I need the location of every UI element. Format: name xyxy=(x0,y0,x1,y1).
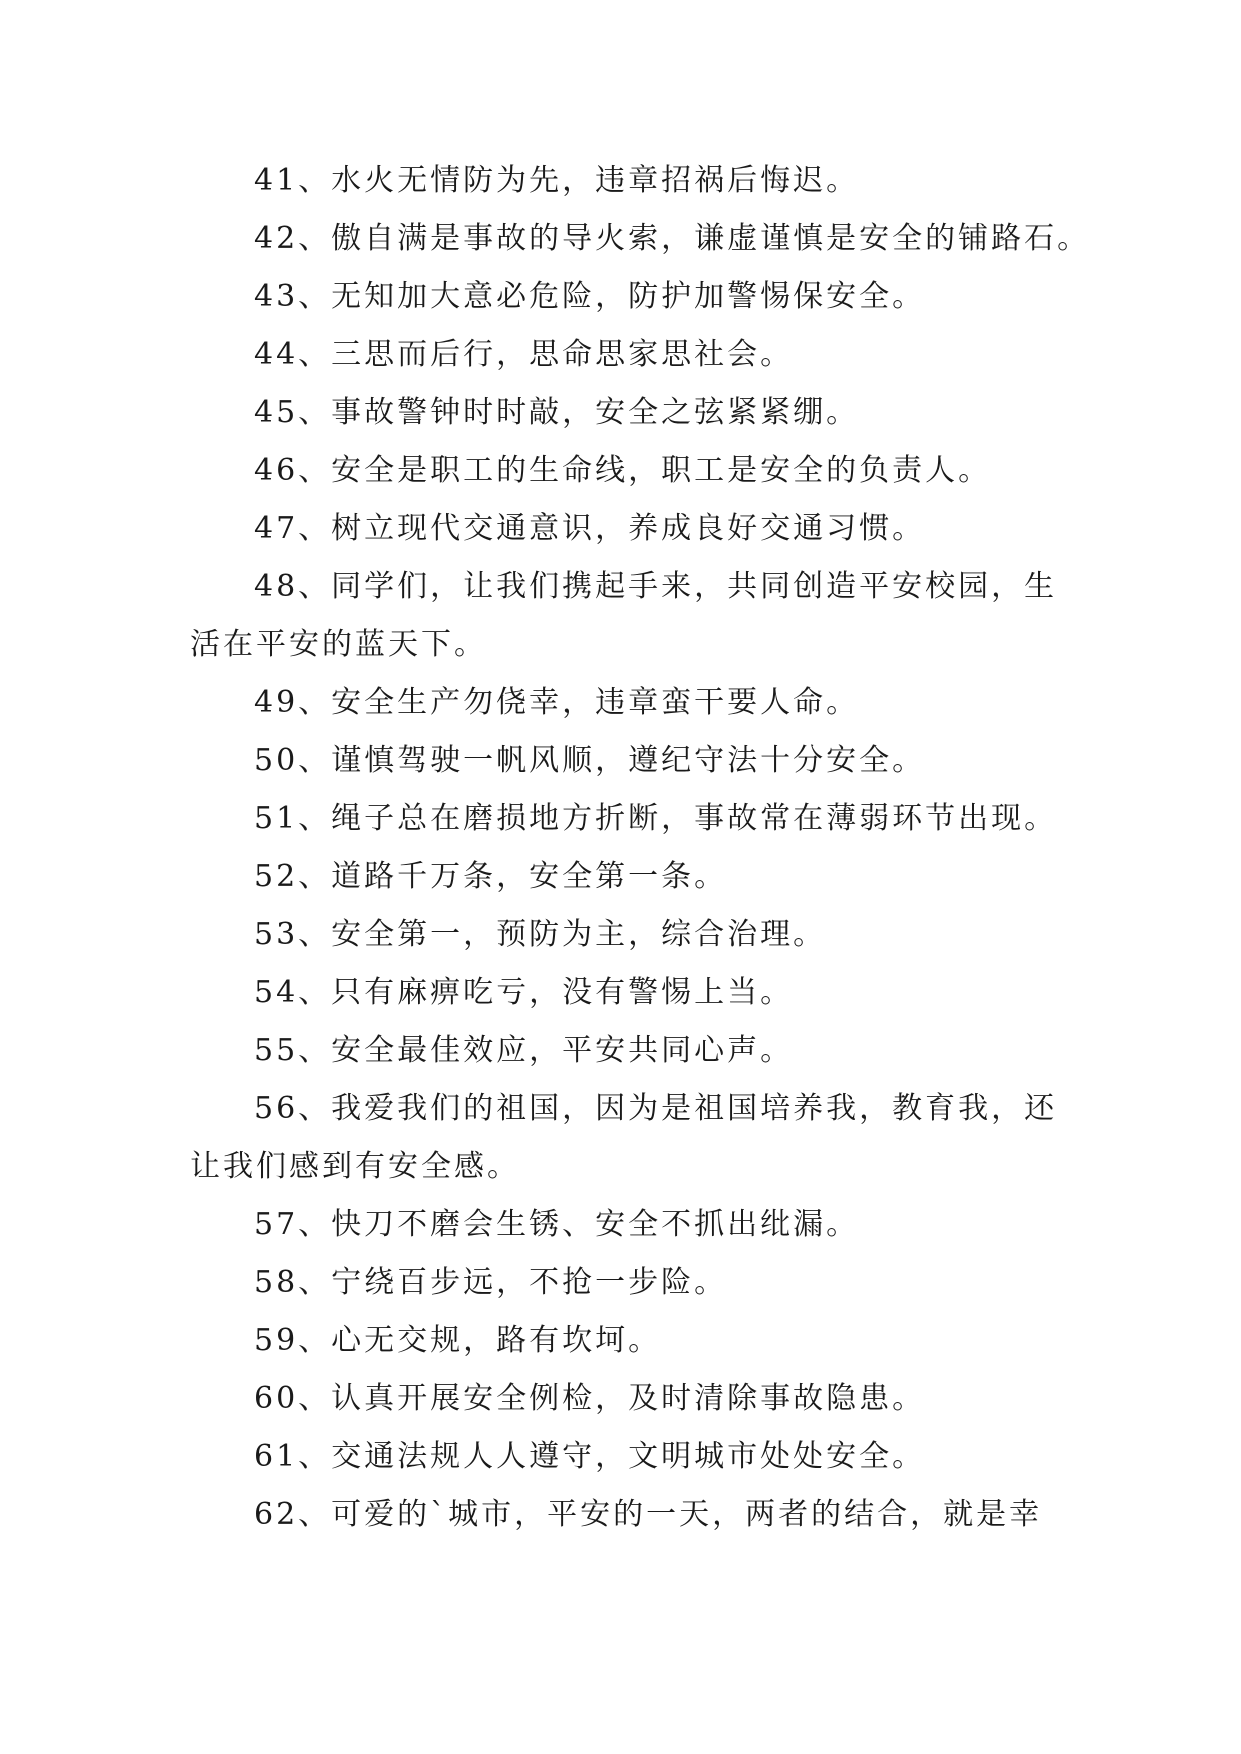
paragraph-53: 53、安全第一，预防为主，综合治理。 xyxy=(254,917,827,952)
paragraph-54: 54、只有麻痹吃亏，没有警惕上当。 xyxy=(254,975,794,1010)
paragraph-47: 47、树立现代交通意识，养成良好交通习惯。 xyxy=(254,511,926,546)
paragraph-52: 52、道路千万条，安全第一条。 xyxy=(254,859,728,894)
paragraph-56: 56、我爱我们的祖国，因为是祖国培养我，教育我，还让我们感到有安全感。 xyxy=(190,1091,1058,1184)
paragraph-49: 49、安全生产勿侥幸，违章蛮干要人命。 xyxy=(254,685,860,720)
paragraph-57: 57、快刀不磨会生锈、安全不抓出纰漏。 xyxy=(254,1207,860,1242)
paragraph-41: 41、水火无情防为先，违章招祸后悔迟。 xyxy=(254,163,860,198)
paragraph-44: 44、三思而后行，思命思家思社会。 xyxy=(254,337,794,372)
paragraph-43: 43、无知加大意必危险，防护加警惕保安全。 xyxy=(254,279,926,314)
paragraph-59: 59、心无交规，路有坎坷。 xyxy=(254,1323,662,1358)
paragraph-46: 46、安全是职工的生命线，职工是安全的负责人。 xyxy=(254,453,992,488)
paragraph-61: 61、交通法规人人遵守，文明城市处处安全。 xyxy=(254,1439,926,1474)
paragraph-45: 45、事故警钟时时敲，安全之弦紧紧绷。 xyxy=(254,395,860,430)
paragraph-60: 60、认真开展安全例检，及时清除事故隐患。 xyxy=(254,1381,926,1416)
paragraph-42: 42、傲自满是事故的导火索，谦虚谨慎是安全的铺路石。 xyxy=(254,221,1091,256)
paragraph-50: 50、谨慎驾驶一帆风顺，遵纪守法十分安全。 xyxy=(254,743,926,778)
paragraph-58: 58、宁绕百步远，不抢一步险。 xyxy=(254,1265,728,1300)
paragraph-62: 62、可爱的`城市，平安的一天，两者的结合，就是幸 xyxy=(254,1497,1043,1532)
paragraph-48: 48、同学们，让我们携起手来，共同创造平安校园，生活在平安的蓝天下。 xyxy=(190,569,1058,662)
paragraph-51: 51、绳子总在磨损地方折断，事故常在薄弱环节出现。 xyxy=(254,801,1058,836)
document-body xyxy=(190,152,1091,1544)
paragraph-55: 55、安全最佳效应，平安共同心声。 xyxy=(254,1033,794,1068)
